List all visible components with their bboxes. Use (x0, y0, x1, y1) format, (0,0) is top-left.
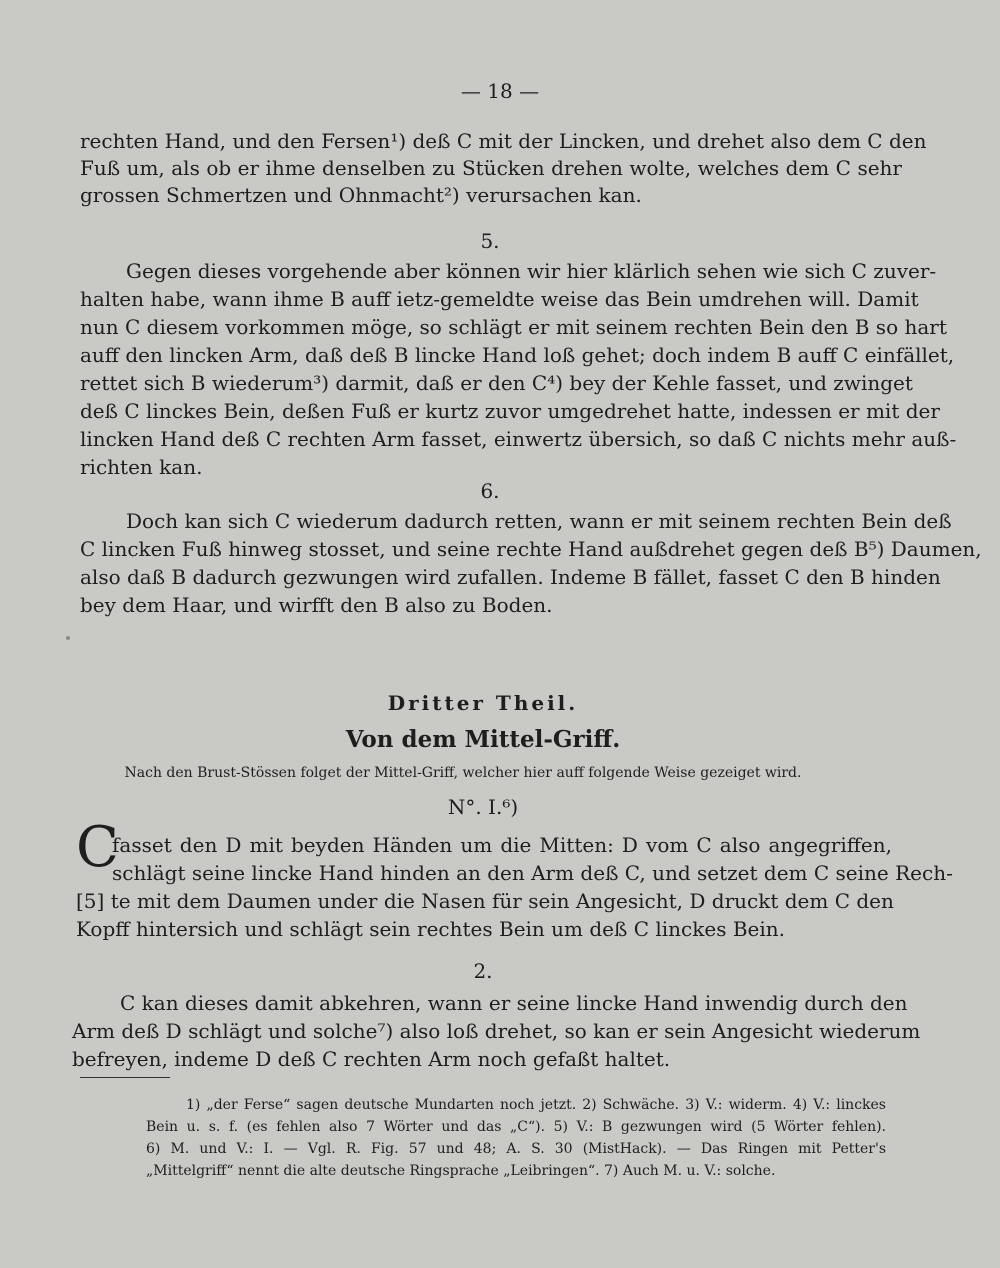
text-line: schlägt seine lincke Hand hinden an den Arm deß C, und setzet dem C seine Rech- (112, 861, 953, 885)
text-line: nun C diesem vorkommen möge, so schlägt er mit seinem rechten Bein den B so hart (80, 315, 947, 339)
text-line: rechten Hand, und den Fersen¹) deß C mit der Lincken, und drehet also dem C den (80, 129, 927, 153)
text-line: fasset den D mit beyden Händen um die Mitten: D vom C also angegriffen, (112, 833, 892, 857)
text-line: halten habe, wann ihme B auff ietz-gemeldte weise das Bein umdrehen will. Damit (80, 287, 919, 311)
footnote-line: Bein u. s. f. (es fehlen also 7 Wörter und das „C“). 5) V.: B gezwungen wird (5 Wörter fehlen). (146, 1119, 886, 1135)
text-line: C lincken Fuß hinweg stosset, und seine rechte Hand außdrehet gegen deß B⁵) Daumen, (80, 537, 982, 561)
text-line: Doch kan sich C wiederum dadurch retten, wann er mit seinem rechten Bein deß (126, 509, 952, 533)
text-line: also daß B dadurch gezwungen wird zufallen. Indeme B fället, fasset C den B hinden (80, 565, 941, 589)
footnote-rule (80, 1077, 170, 1078)
part-title: Dritter Theil. (387, 691, 579, 715)
text-line: Fuß um, als ob er ihme denselben zu Stücken drehen wolte, welches dem C sehr (80, 156, 902, 180)
section-number: 6. (480, 479, 500, 503)
section-number: 2. (473, 959, 493, 983)
text-line: deß C linckes Bein, deßen Fuß er kurtz zuvor umgedrehet hatte, indessen er mit der (80, 399, 940, 423)
chapter-title: Von dem Mittel-Griff. (345, 726, 621, 753)
text-line: bey dem Haar, und wirfft den B also zu Boden. (80, 593, 553, 617)
drop-initial: C (76, 815, 119, 880)
text-line: richten kan. (80, 455, 203, 479)
text-line: [5] te mit dem Daumen under die Nasen für sein Angesicht, D druckt dem C den (76, 889, 894, 913)
text-line: grossen Schmertzen und Ohnmacht²) verursachen kan. (80, 183, 642, 207)
text-line: C kan dieses damit abkehren, wann er seine lincke Hand inwendig durch den (120, 991, 908, 1015)
intro-text: Nach den Brust-Stössen folget der Mittel-Griff, welcher hier auff folgende Weise gezeiget wird. (124, 765, 802, 781)
text-line: Kopff hintersich und schlägt sein rechtes Bein um deß C linckes Bein. (76, 917, 786, 941)
text-line: auff den lincken Arm, daß deß B lincke Hand loß gehet; doch indem B auff C einfället, (80, 343, 955, 367)
section-number: 5. (480, 229, 500, 253)
paper-speck (66, 636, 70, 640)
text-line: lincken Hand deß C rechten Arm fasset, einwertz übersich, so daß C nichts mehr auß- (80, 427, 957, 451)
footnote-line: 6) M. und V.: I. — Vgl. R. Fig. 57 und 48; A. S. 30 (MistHack). — Das Ringen mit Petter's (146, 1141, 886, 1157)
text-line: Arm deß D schlägt und solche⁷) also loß drehet, so kan er sein Angesicht wiederum (72, 1019, 921, 1043)
page-number: — 18 — (460, 79, 540, 103)
text-line: befreyen, indeme D deß C rechten Arm noch gefaßt haltet. (72, 1047, 671, 1071)
text-line: Gegen dieses vorgehende aber können wir hier klärlich sehen wie sich C zuver- (126, 259, 937, 283)
text-line: rettet sich B wiederum³) darmit, daß er den C⁴) bey der Kehle fasset, und zwinget (80, 371, 913, 395)
footnote-line: „Mittelgriff“ nennt die alte deutsche Ringsprache „Leibringen“. 7) Auch M. u. V.: solche. (146, 1163, 776, 1179)
footnote-line: 1) „der Ferse“ sagen deutsche Mundarten noch jetzt. 2) Schwäche. 3) V.: widerm. 4) V.: linckes (186, 1097, 886, 1113)
item-number: N°. I.⁶) (447, 795, 519, 819)
